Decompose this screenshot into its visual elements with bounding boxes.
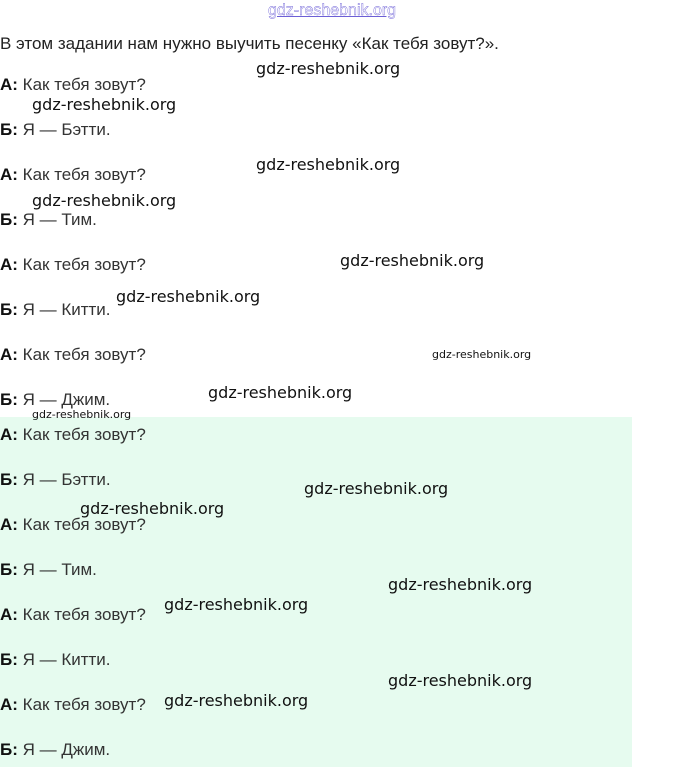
dialogue-line [0,650,111,670]
dialogue-line [0,120,111,140]
watermark: gdz-reshebnik.org [256,155,401,174]
dialogue-text: Как тебя зовут? [17,695,146,714]
dialogue-line [0,165,146,185]
watermark: gdz-reshebnik.org [164,595,309,614]
watermark: gdz-reshebnik.org [388,575,533,594]
dialogue-text: Как тебя зовут? [17,255,146,274]
dialogue-text: Как тебя зовут? [17,425,146,444]
site-link[interactable]: gdz-reshebnik.org [268,2,397,19]
dialogue-text: Я — Бэтти. [17,470,111,489]
speaker-label: Б: [0,120,18,139]
speaker-label: Б: [0,390,18,409]
dialogue-text: Как тебя зовут? [17,605,146,624]
watermark: gdz-reshebnik.org [256,59,401,78]
speaker-label: А: [0,165,18,184]
speaker-label: Б: [0,650,18,669]
watermark: gdz-reshebnik.org [80,499,225,518]
watermark: gdz-reshebnik.org [116,287,261,306]
dialogue-text: Как тебя зовут? [17,345,146,364]
dialogue-line [0,605,146,625]
speaker-label: Б: [0,300,18,319]
dialogue-line [0,425,146,445]
watermark: gdz-reshebnik.org [432,348,532,361]
dialogue-text: Как тебя зовут? [17,165,146,184]
watermark: gdz-reshebnik.org [32,408,132,421]
speaker-label: А: [0,75,18,94]
watermark: gdz-reshebnik.org [164,691,309,710]
dialogue-line [0,75,146,95]
speaker-label: Б: [0,740,18,759]
dialogue-text: Я — Тим. [17,560,97,579]
speaker-label: А: [0,255,18,274]
dialogue-text: Я — Китти. [17,650,111,669]
dialogue-line [0,740,110,760]
dialogue-line [0,210,97,230]
dialogue-line [0,515,146,535]
watermark: gdz-reshebnik.org [208,383,353,402]
speaker-label: А: [0,425,18,444]
dialogue-line [0,255,146,275]
watermark: gdz-reshebnik.org [304,479,449,498]
dialogue-line [0,390,110,410]
task-intro: В этом задании нам нужно выучить песенку «Как тебя зовут?». [0,34,499,53]
dialogue-line [0,300,111,320]
speaker-label: Б: [0,470,18,489]
dialogue-text: Я — Джим. [17,390,111,409]
watermark: gdz-reshebnik.org [32,191,177,210]
dialogue-line [0,345,146,365]
dialogue-text: Как тебя зовут? [17,515,146,534]
dialogue-text: Я — Китти. [17,300,111,319]
dialogue-text: Как тебя зовут? [17,75,146,94]
speaker-label: А: [0,515,18,534]
speaker-label: А: [0,345,18,364]
speaker-label: А: [0,605,18,624]
watermark: gdz-reshebnik.org [388,671,533,690]
dialogue-line [0,695,146,715]
dialogue-line [0,470,111,490]
dialogue-text: Я — Бэтти. [17,120,111,139]
speaker-label: А: [0,695,18,714]
dialogue-line [0,560,97,580]
watermark: gdz-reshebnik.org [32,95,177,114]
dialogue-text: Я — Джим. [17,740,111,759]
dialogue-text: Я — Тим. [17,210,97,229]
watermark: gdz-reshebnik.org [340,251,485,270]
speaker-label: Б: [0,210,18,229]
speaker-label: Б: [0,560,18,579]
